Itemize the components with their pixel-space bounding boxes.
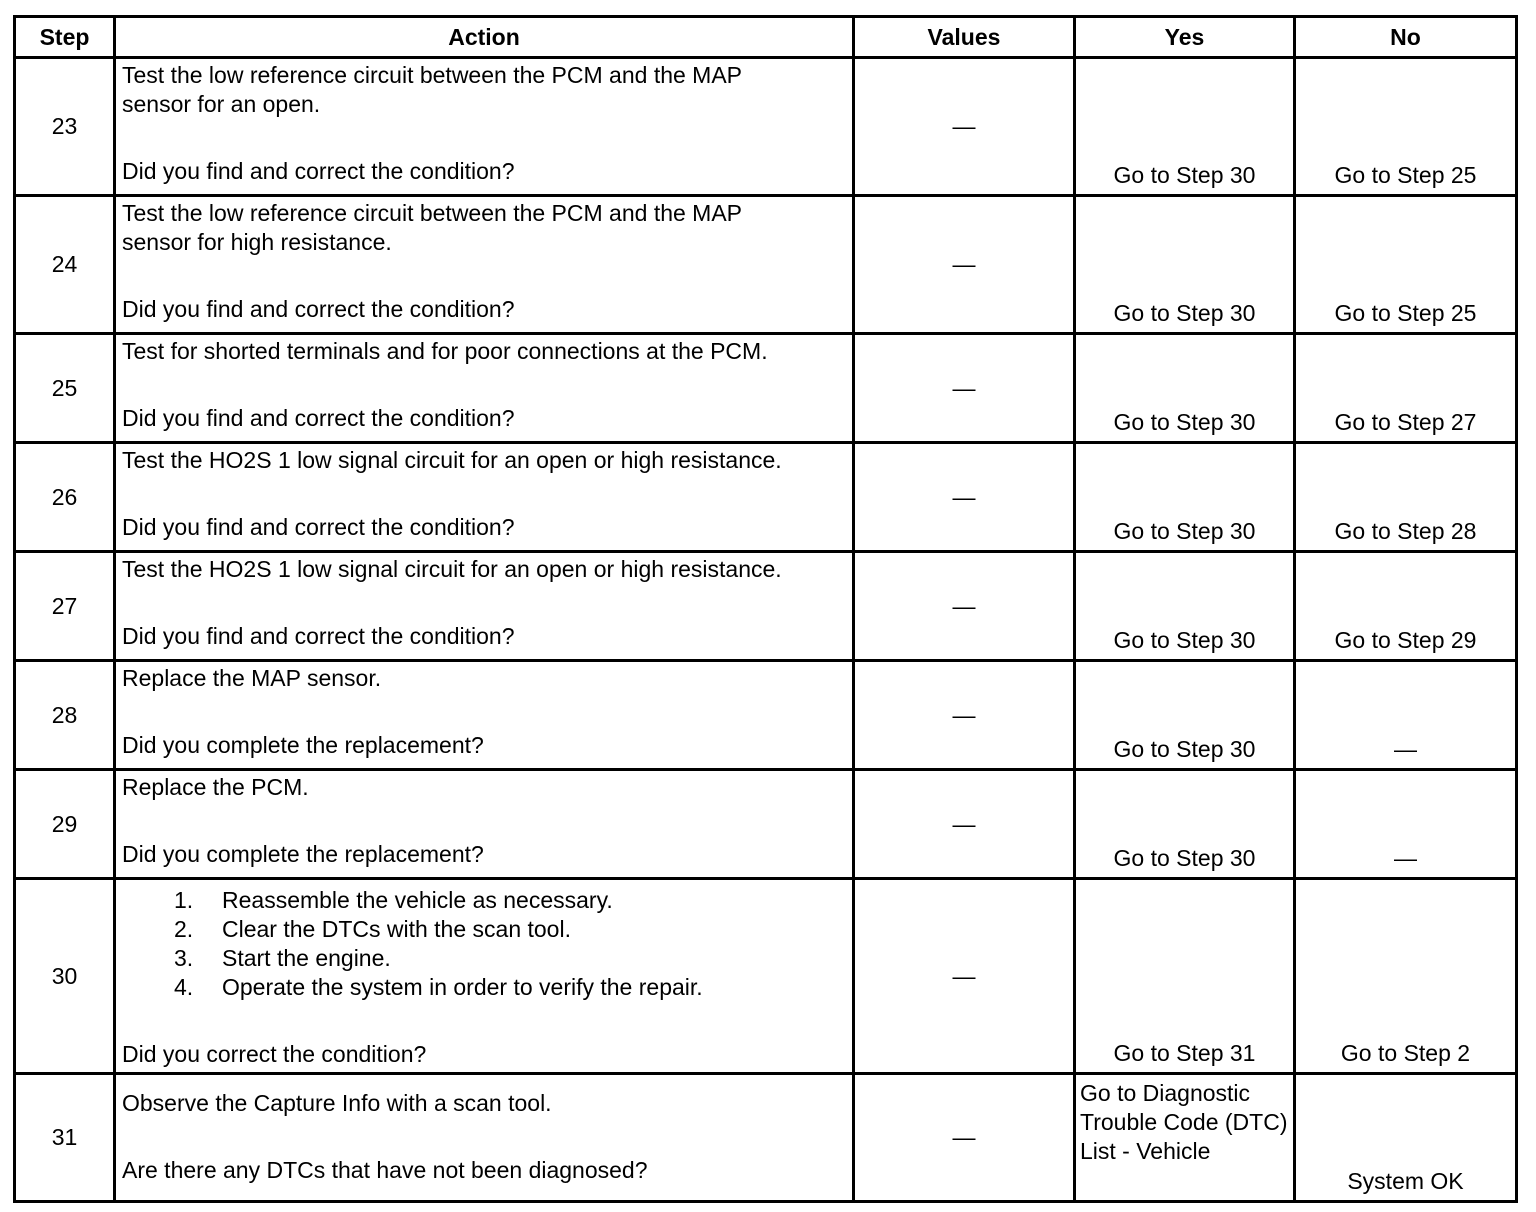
action-text: Test the HO2S 1 low signal circuit for an open or high resistance. [122,447,782,473]
action-text: Test for shorted terminals and for poor connections at the PCM. [122,338,768,364]
no-cell: System OK [1295,1074,1517,1202]
no-cell: Go to Step 28 [1295,443,1517,552]
yes-cell: Go to Step 30 [1075,334,1295,443]
no-cell: Go to Step 27 [1295,334,1517,443]
action-cell [115,1074,854,1202]
step-number: 25 [15,334,115,443]
list-item-number: 2. [174,916,194,942]
action-question: Did you find and correct the condition? [122,405,515,431]
no-cell: Go to Step 29 [1295,552,1517,661]
table-row [15,552,1517,661]
action-question: Did you find and correct the condition? [122,623,515,649]
step-number: 24 [15,196,115,334]
diagnostic-table [13,15,1518,1203]
yes-cell: Go to Step 30 [1075,196,1295,334]
action-text: Test the low reference circuit between the PCM and the MAP sensor for an open. [122,62,742,117]
action-question: Did you find and correct the condition? [122,514,515,540]
table-row [15,58,1517,196]
dtc-list-reference: Go to Diagnostic Trouble Code (DTC) List - Vehicle [1080,1080,1288,1164]
values-cell: — [854,770,1075,879]
action-question: Are there any DTCs that have not been diagnosed? [122,1157,648,1183]
action-text: Observe the Capture Info with a scan tool. [122,1090,552,1116]
list-item [174,886,848,915]
action-question: Did you find and correct the condition? [122,158,515,184]
step-number: 26 [15,443,115,552]
no-cell: Go to Step 25 [1295,58,1517,196]
list-item-text: Start the engine. [222,945,391,971]
values-cell: — [854,879,1075,1074]
no-cell: Go to Step 2 [1295,879,1517,1074]
table-row [15,443,1517,552]
yes-cell: Go to Step 30 [1075,661,1295,770]
values-cell: — [854,196,1075,334]
action-step-list [122,886,848,1002]
action-question: Did you find and correct the condition? [122,296,515,322]
action-cell [115,661,854,770]
table-row [15,196,1517,334]
step-number: 23 [15,58,115,196]
header-step: Step [15,17,115,58]
yes-cell: Go to Step 31 [1075,879,1295,1074]
table-row [15,661,1517,770]
no-cell: Go to Step 25 [1295,196,1517,334]
step-number: 29 [15,770,115,879]
step-number: 30 [15,879,115,1074]
list-item-text: Clear the DTCs with the scan tool. [222,916,571,942]
header-yes: Yes [1075,17,1295,58]
action-text: Replace the PCM. [122,774,309,800]
list-item [174,973,848,1002]
list-item-number: 4. [174,974,194,1000]
header-values: Values [854,17,1075,58]
values-cell: — [854,58,1075,196]
action-cell [115,443,854,552]
values-cell: — [854,1074,1075,1202]
list-item-text: Operate the system in order to verify the repair. [222,974,703,1000]
header-row [15,17,1517,58]
header-no: No [1295,17,1517,58]
table-row [15,770,1517,879]
action-cell [115,770,854,879]
yes-cell: Go to Step 30 [1075,58,1295,196]
action-cell [115,196,854,334]
list-item-number: 1. [174,887,194,913]
action-text: Test the low reference circuit between the PCM and the MAP sensor for high resistance. [122,200,742,255]
action-cell [115,552,854,661]
action-question: Did you complete the replacement? [122,841,484,867]
action-question: Did you complete the replacement? [122,732,484,758]
list-item-number: 3. [174,945,194,971]
action-cell [115,58,854,196]
action-cell [115,879,854,1074]
yes-cell: Go to Step 30 [1075,552,1295,661]
table-row [15,334,1517,443]
yes-cell [1075,1074,1295,1202]
values-cell: — [854,661,1075,770]
yes-cell: Go to Step 30 [1075,443,1295,552]
values-cell: — [854,443,1075,552]
step-number: 28 [15,661,115,770]
yes-cell: Go to Step 30 [1075,770,1295,879]
action-question: Did you correct the condition? [122,1041,427,1067]
table-row [15,1074,1517,1202]
no-cell: — [1295,661,1517,770]
no-cell: — [1295,770,1517,879]
step-number: 27 [15,552,115,661]
action-text: Replace the MAP sensor. [122,665,382,691]
header-action: Action [115,17,854,58]
action-cell [115,334,854,443]
table-row [15,879,1517,1074]
values-cell: — [854,552,1075,661]
values-cell: — [854,334,1075,443]
list-item [174,915,848,944]
list-item-text: Reassemble the vehicle as necessary. [222,887,613,913]
step-number: 31 [15,1074,115,1202]
action-text: Test the HO2S 1 low signal circuit for an open or high resistance. [122,556,782,582]
list-item [174,944,848,973]
